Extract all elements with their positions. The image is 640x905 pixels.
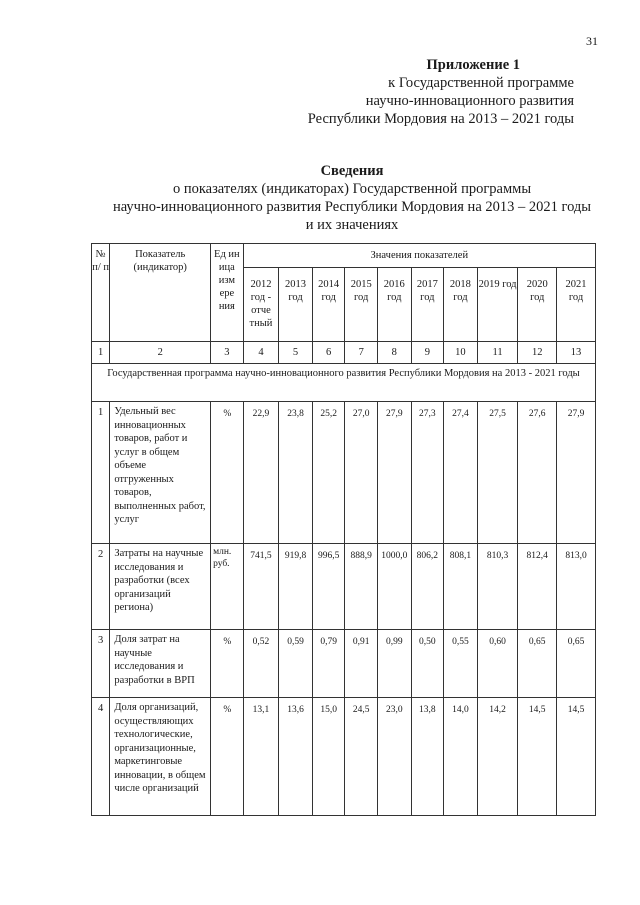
header-unit: Ед ин ица изм ере ния <box>211 244 244 342</box>
row-value: 23,8 <box>279 402 313 544</box>
row-value: 919,8 <box>279 544 313 630</box>
table-row <box>92 402 596 544</box>
indicators-table <box>91 243 596 816</box>
row-value: 0,91 <box>345 630 378 698</box>
column-number: 10 <box>444 342 478 364</box>
header-year: 2015 год <box>345 268 378 342</box>
row-value: 27,9 <box>557 402 596 544</box>
row-indicator: Затраты на научные исследования и разработки (всех организаций региона) <box>110 544 211 630</box>
page-number: 31 <box>586 34 598 48</box>
row-value: 25,2 <box>312 402 345 544</box>
column-number: 1 <box>92 342 110 364</box>
header-year: 2014 год <box>312 268 345 342</box>
row-value: 27,5 <box>477 402 518 544</box>
row-value: 27,9 <box>377 402 411 544</box>
row-indicator: Удельный вес инновационных товаров, работ и услуг в общем объеме отгруженных товаров, выполненных работ, услуг <box>110 402 211 544</box>
row-unit: % <box>211 698 244 816</box>
header-num: № п/ п <box>92 244 110 342</box>
row-unit: % <box>211 402 244 544</box>
appendix-line: Республики Мордовия на 2013 – 2021 годы <box>307 111 574 127</box>
row-value: 14,0 <box>444 698 478 816</box>
row-number: 4 <box>92 698 110 816</box>
row-unit: млн. руб. <box>211 544 244 630</box>
table-row <box>92 698 596 816</box>
header-indicator: Показатель (индикатор) <box>110 244 211 342</box>
row-number: 3 <box>92 630 110 698</box>
heading-title: Сведения <box>320 163 384 179</box>
header-year: 2021 год <box>557 268 596 342</box>
row-value: 13,6 <box>279 698 313 816</box>
column-number: 3 <box>211 342 244 364</box>
column-number: 12 <box>518 342 557 364</box>
row-value: 806,2 <box>411 544 444 630</box>
appendix-line: к Государственной программе <box>388 75 574 91</box>
document-heading <box>74 162 630 234</box>
row-value: 27,6 <box>518 402 557 544</box>
header-values-group: Значения показателей <box>243 244 595 268</box>
header-year: 2012 год - отче тный <box>243 268 279 342</box>
row-value: 22,9 <box>243 402 279 544</box>
row-number: 2 <box>92 544 110 630</box>
column-number: 13 <box>557 342 596 364</box>
appendix-line: научно-инновационного развития <box>365 93 574 109</box>
column-number: 5 <box>279 342 313 364</box>
row-value: 15,0 <box>312 698 345 816</box>
row-value: 741,5 <box>243 544 279 630</box>
row-value: 0,55 <box>444 630 478 698</box>
column-number: 11 <box>477 342 518 364</box>
header-year: 2016 год <box>377 268 411 342</box>
row-unit: % <box>211 630 244 698</box>
heading-line: и их значениях <box>305 217 399 233</box>
row-value: 996,5 <box>312 544 345 630</box>
column-number: 8 <box>377 342 411 364</box>
header-year: 2013 год <box>279 268 313 342</box>
row-value: 14,2 <box>477 698 518 816</box>
row-value: 0,65 <box>557 630 596 698</box>
row-value: 13,8 <box>411 698 444 816</box>
column-number: 9 <box>411 342 444 364</box>
heading-line: научно-инновационного развития Республики Мордовия на 2013 – 2021 годы <box>112 199 592 215</box>
column-numbers-row <box>92 342 596 364</box>
column-number: 6 <box>312 342 345 364</box>
row-value: 0,50 <box>411 630 444 698</box>
column-number: 7 <box>345 342 378 364</box>
program-title-row: Государственная программа научно-инновационного развития Республики Мордовия на 2013 - 2021 годы <box>92 364 596 402</box>
row-value: 810,3 <box>477 544 518 630</box>
row-value: 27,3 <box>411 402 444 544</box>
row-indicator: Доля затрат на научные исследования и разработки в ВРП <box>110 630 211 698</box>
header-year: 2019 год <box>477 268 518 342</box>
appendix-block <box>244 56 574 128</box>
row-value: 23,0 <box>377 698 411 816</box>
row-value: 14,5 <box>557 698 596 816</box>
row-value: 0,99 <box>377 630 411 698</box>
row-value: 27,0 <box>345 402 378 544</box>
row-value: 0,52 <box>243 630 279 698</box>
row-value: 14,5 <box>518 698 557 816</box>
row-value: 27,4 <box>444 402 478 544</box>
row-value: 813,0 <box>557 544 596 630</box>
row-value: 888,9 <box>345 544 378 630</box>
header-year: 2017 год <box>411 268 444 342</box>
appendix-title: Приложение 1 <box>426 57 520 73</box>
row-value: 0,65 <box>518 630 557 698</box>
column-number: 2 <box>110 342 211 364</box>
row-value: 812,4 <box>518 544 557 630</box>
row-indicator: Доля организаций, осуществляющих технологические, организационные, маркетинговые инновации, в общем числе организаций <box>110 698 211 816</box>
header-year: 2020 год <box>518 268 557 342</box>
row-value: 0,60 <box>477 630 518 698</box>
row-value: 0,79 <box>312 630 345 698</box>
row-number: 1 <box>92 402 110 544</box>
table-row <box>92 630 596 698</box>
column-number: 4 <box>243 342 279 364</box>
row-value: 1000,0 <box>377 544 411 630</box>
row-value: 24,5 <box>345 698 378 816</box>
row-value: 13,1 <box>243 698 279 816</box>
row-value: 808,1 <box>444 544 478 630</box>
header-year: 2018 год <box>444 268 478 342</box>
table-row <box>92 544 596 630</box>
heading-line: о показателях (индикаторах) Государственной программы <box>172 181 532 197</box>
row-value: 0,59 <box>279 630 313 698</box>
